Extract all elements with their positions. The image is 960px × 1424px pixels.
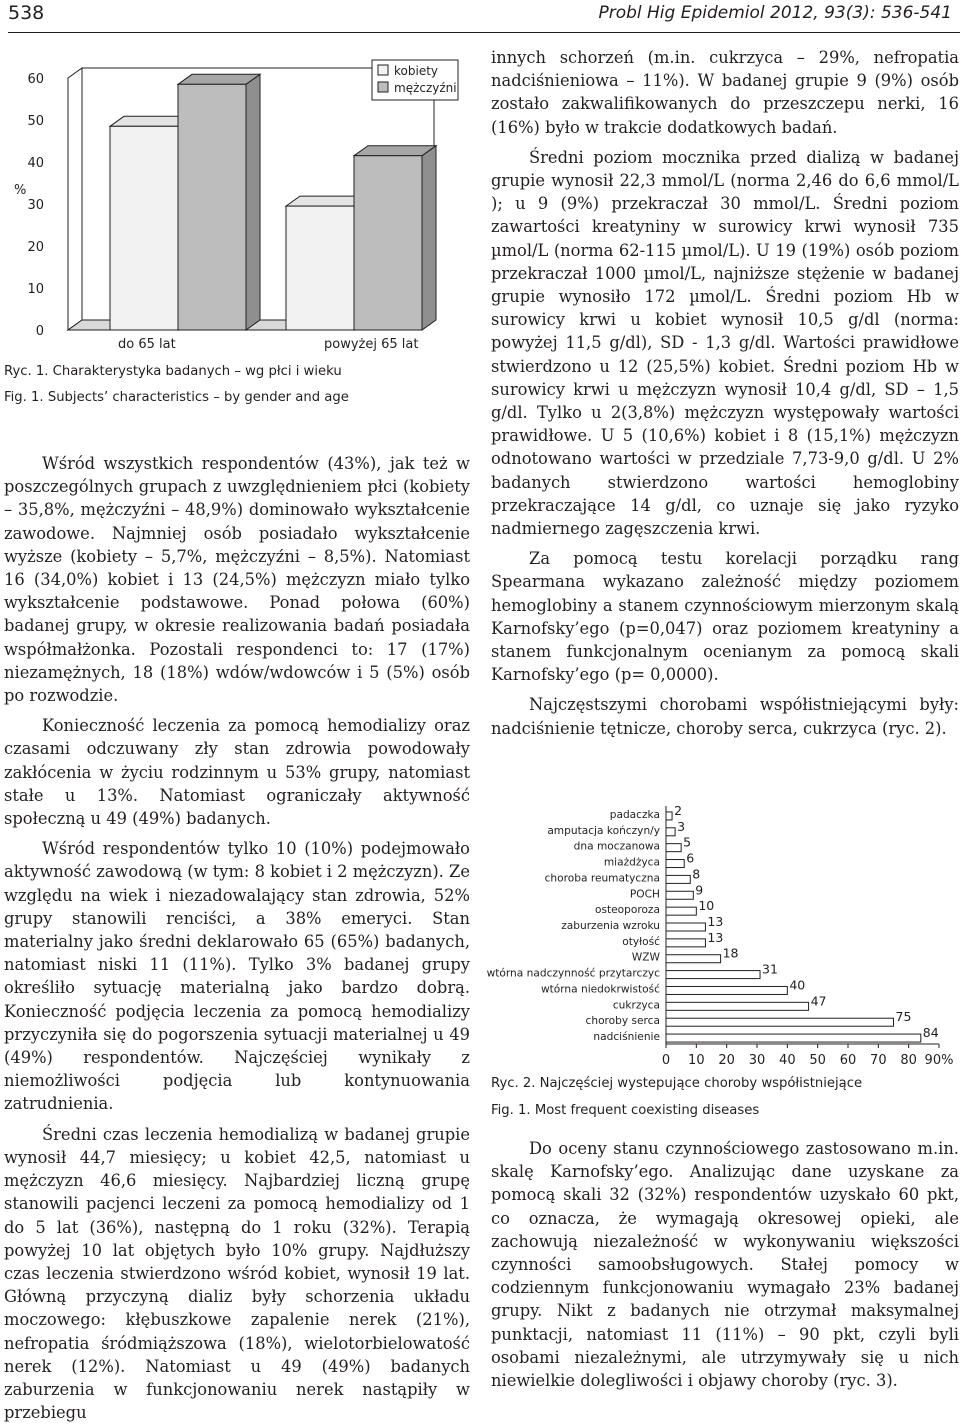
bar — [666, 812, 672, 820]
bar — [666, 1034, 921, 1042]
category-label: POCH — [629, 888, 660, 901]
paragraph: Do oceny stanu czynnościowego zastosowano m.in. skalę Karnofsky’ego. Analizując dane uzyskane za pomocą skali 32 (32%) respondentów uzyskało 60 pkt, co oznacza, że wymagają okresowej opieki, ale zachowują niezależność w wykonywaniu większości czynności samoobsługowych. Stałej pomocy w codziennym funkcjonowaniu wymagało 23% badanej grupy. Nikt z badanych nie otrzymał maksymalnej punktacji, natomiast 11 (11%) – 90 pkt, czyli byli osobami niezależnymi, ale utrzymywały się u nich niewielkie dolegliwości i objawy choroby (ryc. 3). — [491, 1139, 959, 1391]
value-label: 47 — [810, 993, 827, 1009]
category-label: osteoporoza — [594, 904, 660, 917]
paragraph: Najczęstszymi chorobami współistniejącymi były: nadciśnienie tętnicze, choroby serca, cukrzyca (ryc. 2). — [491, 695, 959, 738]
bar-side-mężczyźni — [422, 146, 436, 330]
page-number: 538 — [8, 2, 45, 24]
bar — [666, 939, 705, 947]
x-tick-label: 90% — [924, 1053, 954, 1068]
paragraph: Średni poziom mocznika przed dializą w badanej grupie wynosił 22,3 mmol/L (norma 2,46 do 6,6 mmol/L ); u 9 (9%) przekraczał 30 mmol/L. Średni poziom zawartości kreatyniny w surowicy krwi wynosił 735 µmol/L (norma 62-115 µmol/L). U 19 (19%) osób poziom przekraczał 1000 µmol/L, najniższe stężenie w badanej grupie wynosiło 172 µmol/L. Średni poziom Hb w surowicy krwi u kobiet wynosił 10,5 g/dl (norma: powyżej 11,5 g/dl), SD - 1,3 g/dl. Wartości prawidłowe stwierdzono u 12 (25,5%) kobiet. Średni poziom Hb w surowicy krwi u mężczyzn wynosił 10,4 g/dl, SD – 1,5 g/dl. Tylko u 2(3,8%) mężczyzn występowały wartości prawidłowe. U 5 (10,6%) kobiet i 8 (15,1%) mężczyzn odnotowano wartości w przedziale 7,73-9,0 g/dl. U 2% badanych stwierdzono wartości hemoglobiny przekraczające 14 g/dl, co uznaje się jako ryzyko nadmiernego zagęszczenia krwi. — [491, 147, 959, 539]
bar — [666, 923, 705, 931]
left-column — [4, 452, 470, 1424]
bar — [666, 891, 693, 899]
category-label: dna moczanowa — [573, 840, 660, 853]
category-label: choroby serca — [585, 1015, 660, 1028]
bar-mężczyźni — [354, 156, 422, 330]
paragraph: Wśród respondentów tylko 10 (10%) podejmowało aktywność zawodową (w tym: 8 kobiet i 2 mężczyzn). Ze względu na wiek i niezadowalający stan zdrowia, 52% grupy stanowili renciści, a 38% emeryci. Stan materialny jako średni deklarowało 65 (65%) badanych, natomiast niski 11 (11%). Tylko 3% badanej grupy określiło sytuację materialną jako bardzo dobrą. Konieczność podjęcia leczenia za pomocą hemodializy przyczyniła się do pogorszenia sytuacji materialnej u 49 (49%) respondentów. Najczęściej wynikały z niemożliwości podjęcia lub kontynuowania zatrudnienia. — [4, 839, 470, 1114]
y-tick-label: 60 — [27, 72, 44, 87]
value-label: 31 — [762, 961, 778, 977]
bar — [666, 828, 675, 836]
category-label: WZW — [631, 951, 660, 964]
paragraph: Konieczność leczenia za pomocą hemodializy oraz czasami odczuwany zły stan zdrowia powodowały zakłócenia w życiu rodzinnym u 53% grupy, natomiast stałe u 13%. Natomiast ograniczały aktywność społeczną u 49 (49%) badanych. — [4, 716, 470, 829]
category-label: nadciśnienie — [593, 1031, 660, 1044]
value-label: 84 — [922, 1025, 939, 1041]
category-label: padaczka — [609, 808, 660, 821]
figure-1-chart — [0, 40, 470, 356]
x-tick-label: 10 — [688, 1053, 705, 1068]
value-label: 3 — [677, 818, 686, 834]
category-label: choroba reumatyczna — [544, 872, 660, 885]
figure-2-axes — [662, 806, 954, 1068]
value-label: 40 — [789, 977, 806, 993]
value-label: 18 — [722, 945, 739, 961]
value-label: 6 — [686, 850, 695, 866]
value-label: 2 — [674, 802, 683, 818]
category-label: otyłość — [622, 935, 660, 948]
bar — [666, 1002, 809, 1010]
figure-2-bars — [666, 812, 921, 1042]
value-label: 8 — [692, 866, 701, 882]
right-column-top — [491, 46, 959, 740]
bar — [666, 971, 760, 979]
header-rule — [8, 32, 960, 33]
bar-kobiety — [286, 206, 354, 330]
bar — [666, 986, 787, 994]
bar — [666, 860, 684, 868]
legend-label: kobiety — [394, 64, 439, 78]
bar-top-mężczyźni — [178, 74, 260, 84]
category-label: wtórna niedokrwistość — [540, 983, 660, 996]
y-tick-label: 30 — [27, 198, 44, 213]
value-label: 5 — [683, 834, 692, 850]
bar-kobiety — [110, 126, 178, 330]
y-tick-label: 50 — [27, 114, 44, 129]
value-label: 9 — [695, 882, 704, 898]
category-label: cukrzyca — [612, 999, 660, 1012]
y-tick-label: 0 — [35, 324, 44, 339]
category-label: amputacja kończyn/y — [547, 824, 660, 837]
x-tick-label: 20 — [718, 1053, 735, 1068]
x-tick-label: 70 — [870, 1053, 887, 1068]
figure-1-caption-pl: Ryc. 1. Charakterystyka badanych – wg płci i wieku — [4, 364, 342, 379]
x-tick-label: 60 — [839, 1053, 857, 1068]
figure-2-chart — [485, 798, 960, 1088]
bar — [666, 955, 721, 963]
left-wall — [68, 68, 82, 330]
category-label: zaburzenia wzroku — [561, 920, 660, 932]
paragraph: Średni czas leczenia hemodializą w badanej grupie wynosił 44,7 miesięcy; u kobiet 42,5, natomiast u mężczyzn 46,6 miesięcy. Najbardziej liczną grupę stanowili pacjenci leczeni za pomocą hemodializy od 1 do 5 lat (36%), następną do 1 roku (32%). Terapią powyżej 10 lat objętych było 10% grupy. Najdłuższy czas leczenia stwierdzono wśród kobiet, wynosił 19 lat. Główną przyczyną dializ były schorzenia układu moczowego: kłębuszkowe zapalenie nerek (21%), nefropatia śródmiąższowa (18%), wielotorbielowatość nerek (12%). Natomiast u 49 (49%) badanych zaburzenia w funkcjonowaniu nerek nastąpiły w przebiegu — [4, 1124, 470, 1423]
paragraph: Za pomocą testu korelacji porządku rang Spearmana wykazano zależność między poziomem hemoglobiny a stanem czynnościowym mierzonym skalą Karnofsky’ego (p=0,047) oraz poziomem kreatyniny a stanem funkcjonalnym ocenianym za pomocą skali Karnofsky’ego (p= 0,0000). — [491, 549, 959, 685]
x-tick-label: 0 — [661, 1053, 671, 1068]
paragraph: Wśród wszystkich respondentów (43%), jak też w poszczególnych grupach z uwzględnieniem płci (kobiety – 35,8%, mężczyźni – 48,9%) dominowało wykształcenie zawodowe. Najmniej osób posiadało wykształcenie wyższe (kobiety – 5,7%, mężczyźni – 8,5%). Natomiast 16 (34,0%) kobiet i 13 (24,5%) mężczyzn miało tylko wykształcenie podstawowe. Ponad połowa (60%) badanej grupy, w okresie realizowania badań posiadała współmałżonka. Pozostali respondenci to: 17 (17%) niezamężnych, 18 (18%) wdów/wdowców i 5 (5%) osób po rozwodzie. — [4, 454, 470, 706]
legend-swatch-mężczyźni — [378, 82, 388, 92]
y-tick-label: 10 — [27, 282, 44, 297]
value-label: 13 — [707, 914, 724, 929]
legend-swatch-kobiety — [378, 65, 388, 75]
value-label: 13 — [707, 929, 724, 945]
x-tick-label: do 65 lat — [118, 337, 176, 352]
legend-label: mężczyźni — [394, 81, 457, 95]
paragraph: innych schorzeń (m.in. cukrzyca – 29%, nefropatia nadciśnieniowa – 11%). W badanej grupie 9 (9%) osób zostało zakwalifikowanych do przeszczepu nerki, 16 (16%) było w trakcie dodatkowych badań. — [491, 48, 959, 137]
bar — [666, 1018, 894, 1026]
figure-2-caption-en: Fig. 1. Most frequent coexisting diseases — [491, 1103, 760, 1118]
y-tick-label: 20 — [27, 240, 44, 255]
bar-mężczyźni — [178, 84, 246, 330]
x-tick-label: powyżej 65 lat — [324, 337, 419, 352]
x-tick-label: 40 — [779, 1053, 796, 1068]
category-label: wtórna nadczynność przytarczyc — [486, 967, 660, 980]
y-axis-label: % — [14, 183, 27, 198]
y-tick-label: 40 — [27, 156, 44, 171]
x-tick-label: 30 — [748, 1053, 766, 1068]
right-column-bottom — [491, 1137, 959, 1392]
value-label: 10 — [698, 898, 715, 914]
journal-citation: Probl Hig Epidemiol 2012, 93(3): 536-541 — [598, 3, 952, 23]
bar — [666, 907, 696, 915]
bar — [666, 844, 681, 852]
bar-top-mężczyźni — [354, 146, 436, 156]
x-tick-label: 80 — [900, 1053, 917, 1068]
bar-side-mężczyźni — [246, 74, 260, 330]
category-label: miażdżyca — [603, 856, 660, 869]
figure-1-caption-en: Fig. 1. Subjects’ characteristics – by gender and age — [4, 390, 349, 405]
figure-2-caption-pl: Ryc. 2. Najczęściej wystepujące choroby współistniejące — [491, 1076, 863, 1091]
page-header — [0, 0, 960, 36]
bar — [666, 875, 690, 883]
value-label: 75 — [895, 1009, 912, 1025]
figure-1-labels — [118, 337, 418, 352]
figure-1-legend — [372, 60, 458, 100]
x-tick-label: 50 — [809, 1053, 826, 1068]
